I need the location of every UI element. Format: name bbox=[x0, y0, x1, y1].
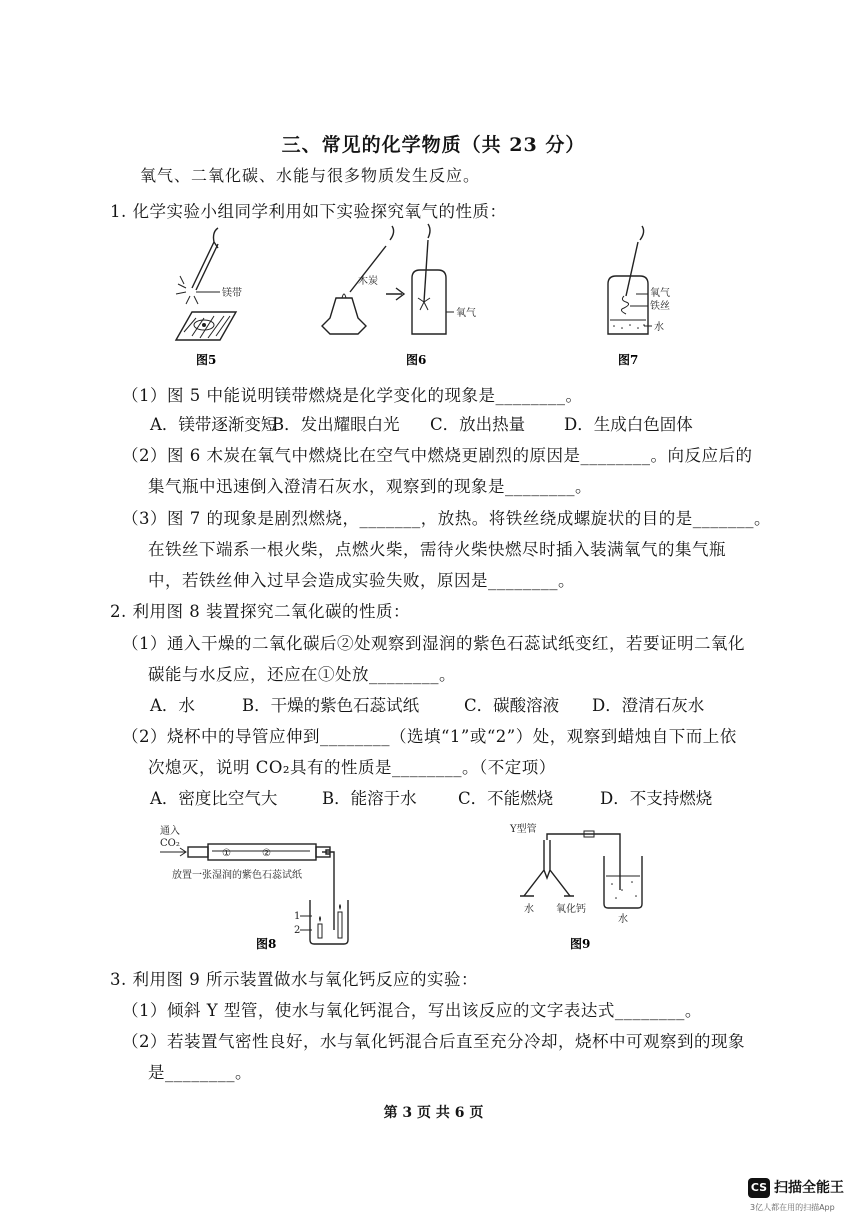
q1-part3-line1: （3）图 7 的现象是剧烈燃烧，_______，放热。将铁丝绕成螺旋状的目的是_______。 bbox=[122, 509, 771, 528]
figure-8-co2-apparatus bbox=[160, 824, 348, 951]
fig8-label-inlet-1: 通入 bbox=[160, 826, 180, 837]
fig8-label-level2: 2 bbox=[294, 925, 301, 936]
q2-part2-options bbox=[150, 785, 712, 809]
fig7-caption: 图7 bbox=[618, 353, 639, 367]
fig7-hand bbox=[640, 226, 644, 240]
fig8-arrow bbox=[160, 848, 186, 856]
fig8-label-level1: 1 bbox=[294, 911, 301, 922]
section-intro: 氧气、二氧化碳、水能与很多物质发生反应。 bbox=[140, 166, 481, 185]
camscanner-name: 扫描全能王 bbox=[774, 1180, 844, 1196]
fig9-caption: 图9 bbox=[570, 937, 591, 951]
q1-part1: （1）图 5 中能说明镁带燃烧是化学变化的现象是________。 bbox=[122, 386, 583, 405]
fig6-hand-2 bbox=[428, 224, 430, 238]
question-2-stem: 2. 利用图 8 装置探究二氧化碳的性质： bbox=[110, 602, 410, 621]
fig8-label-pos1: ① bbox=[222, 848, 231, 859]
q1-p1-option-d: D．生成白色固体 bbox=[564, 415, 693, 434]
fig8-candle-low bbox=[318, 924, 322, 938]
q2-p1-option-c: C．碳酸溶液 bbox=[464, 696, 560, 715]
fig5-tongs-2 bbox=[196, 244, 218, 290]
q2-p2-option-c: C．不能燃烧 bbox=[458, 789, 554, 808]
fig5-spark bbox=[176, 276, 198, 304]
q2-part1-options bbox=[150, 692, 704, 716]
q1-p1-option-a: A．镁带逐渐变短 bbox=[150, 415, 278, 434]
q2-part2-line1: （2）烧杯中的导管应伸到________（选填“1”或“2”）处，观察到蜡烛自下而上依 bbox=[122, 727, 737, 746]
figure-9-y-tube-apparatus bbox=[509, 822, 642, 951]
fig9-label-ytube: Y型管 bbox=[510, 824, 537, 835]
fig8-delivery-tube bbox=[326, 850, 334, 930]
camscanner-tagline: 3亿人都在用的扫描App bbox=[750, 1203, 835, 1212]
fig9-label-beaker-water: 水 bbox=[618, 914, 628, 925]
q3-part2-line2: 是________。 bbox=[148, 1063, 252, 1082]
fig8-caption: 图8 bbox=[256, 937, 277, 951]
fig6-alcohol-lamp bbox=[322, 298, 366, 334]
q1-p1-option-c: C．放出热量 bbox=[430, 415, 526, 434]
question-1-stem: 1. 化学实验小组同学利用如下实验探究氧气的性质： bbox=[110, 202, 507, 221]
fig7-wire bbox=[626, 242, 638, 296]
camscanner-logo-icon: CS bbox=[748, 1178, 770, 1198]
fig9-label-cao: 氧化钙 bbox=[556, 904, 586, 915]
figures-8-9 bbox=[150, 820, 670, 960]
figures-5-6-7 bbox=[140, 222, 740, 372]
figure-6-charcoal-burning bbox=[322, 224, 476, 367]
fig8-label-paper: 放置一张湿润的紫色石蕊试纸 bbox=[172, 870, 302, 881]
q2-p1-option-d: D．澄清石灰水 bbox=[592, 696, 705, 715]
fig5-label-ribbon: 镁带 bbox=[222, 288, 242, 299]
q2-p2-option-d: D．不支持燃烧 bbox=[600, 789, 713, 808]
question-3-stem: 3. 利用图 9 所示装置做水与氧化钙反应的实验： bbox=[110, 970, 478, 989]
fig6-tongs-2 bbox=[424, 240, 428, 302]
fig6-gas-bottle bbox=[412, 270, 446, 334]
fig8-candle-high bbox=[338, 912, 342, 938]
camscanner-watermark bbox=[748, 1176, 867, 1228]
fig9-beaker bbox=[604, 856, 642, 908]
fig8-stopper-left bbox=[188, 847, 208, 857]
fig5-asbestos-net bbox=[176, 312, 236, 340]
q2-part2-line2: 次熄灭，说明 CO₂具有的性质是________。（不定项） bbox=[148, 758, 556, 777]
q2-p1-option-b: B．干燥的紫色石蕊试纸 bbox=[242, 696, 420, 715]
fig6-label-oxygen: 氧气 bbox=[456, 308, 476, 319]
fig7-label-water: 水 bbox=[654, 322, 664, 333]
fig8-label-pos2: ② bbox=[262, 848, 271, 859]
q3-part1: （1）倾斜 Y 型管，使水与氧化钙混合，写出该反应的文字表达式________。 bbox=[122, 1001, 702, 1020]
fig8-label-inlet-2: CO₂ bbox=[160, 838, 180, 849]
fig6-hand-1 bbox=[390, 226, 394, 240]
fig9-label-water: 水 bbox=[524, 904, 534, 915]
q1-part2-line1: （2）图 6 木炭在氧气中燃烧比在空气中燃烧更剧烈的原因是________。向反应后的 bbox=[122, 446, 753, 465]
figure-5-magnesium-burning bbox=[176, 228, 242, 367]
q2-p2-option-b: B．能溶于水 bbox=[322, 789, 417, 808]
fig7-label-iron: 铁丝 bbox=[650, 301, 670, 312]
q1-p1-option-b: B．发出耀眼白光 bbox=[272, 415, 400, 434]
fig9-y-tube bbox=[524, 840, 570, 896]
q2-p2-option-a: A．密度比空气大 bbox=[150, 789, 278, 808]
fig7-spiral bbox=[621, 296, 628, 314]
fig6-arrow bbox=[386, 288, 404, 300]
q1-part3-line2: 在铁丝下端系一根火柴，点燃火柴，需待火柴快燃尽时插入装满氧气的集气瓶 bbox=[148, 540, 726, 559]
fig7-label-oxygen: 氧气 bbox=[650, 288, 670, 299]
q2-p1-option-a: A．水 bbox=[150, 696, 195, 715]
q1-part1-options bbox=[150, 411, 693, 435]
fig9-delivery-tube bbox=[547, 834, 620, 890]
fig6-caption: 图6 bbox=[406, 353, 427, 367]
fig6-label-charcoal: 木炭 bbox=[358, 276, 378, 287]
fig5-tongs bbox=[192, 242, 214, 288]
q1-part2-line2: 集气瓶中迅速倒入澄清石灰水，观察到的现象是________。 bbox=[148, 477, 592, 496]
fig5-caption: 图5 bbox=[196, 353, 217, 367]
q2-part1-line2: 碳能与水反应，还应在①处放________。 bbox=[148, 665, 456, 684]
page-footer: 第 3 页 共 6 页 bbox=[383, 1105, 484, 1121]
section-title: 三、常见的化学物质（共 23 分） bbox=[281, 134, 586, 156]
q2-part1-line1: （1）通入干燥的二氧化碳后②处观察到湿润的紫色石蕊试纸变红，若要证明二氧化 bbox=[122, 634, 745, 653]
q3-part2-line1: （2）若装置气密性良好，水与氧化钙混合后直至充分冷却，烧杯中可观察到的现象 bbox=[122, 1032, 745, 1051]
figure-7-iron-burning bbox=[608, 226, 670, 367]
q1-part3-line3: 中，若铁丝伸入过早会造成实验失败，原因是________。 bbox=[148, 571, 575, 590]
